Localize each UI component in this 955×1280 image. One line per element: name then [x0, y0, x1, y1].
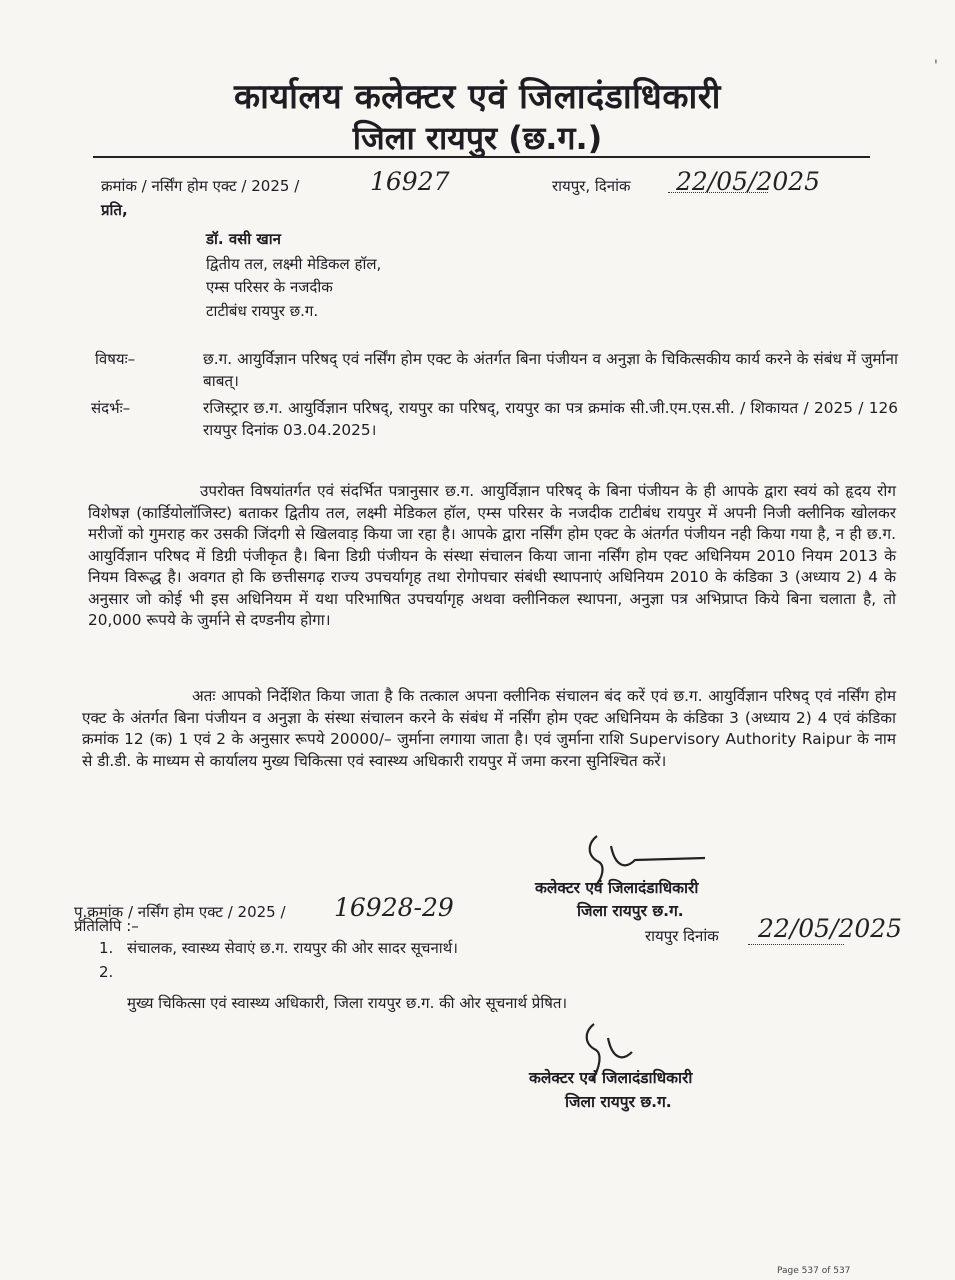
copy-date: 22/05/2025	[758, 914, 903, 943]
ref-number: 16927	[370, 167, 450, 196]
reference-text: रजिस्ट्रार छ.ग. आयुर्विज्ञान परिषद्, रायपुर का परिषद्, रायपुर का पत्र क्रमांक सी.जी.एम.एस.सी. / शिकायत / 2025 / 126 रायपुर दिनांक 03.04.2025।	[203, 399, 898, 439]
copy-label: प्रतिलिपि :–	[74, 917, 139, 935]
ref-prefix: क्रमांक / नर्सिंग होम एक्ट / 2025 /	[101, 177, 300, 195]
copy-number: 16928-29	[334, 893, 454, 922]
copy-item-2-number: 2.	[99, 963, 114, 981]
copy-date-dotted-line	[748, 944, 844, 945]
subject-label: विषयः–	[95, 350, 136, 368]
copy-place-date-label: रायपुर दिनांक	[645, 927, 719, 945]
signature-1-title: कलेक्टर एवं जिलादंडाधिकारी	[535, 879, 699, 897]
ref-place-date-label: रायपुर, दिनांक	[552, 177, 631, 195]
subject-text: छ.ग. आयुर्विज्ञान परिषद् एवं नर्सिंग होम एक्ट के अंतर्गत बिना पंजीयन व अनुज्ञा के चिकित्सकीय कार्य करने के संबंध में जुर्माना बाबत्।	[203, 350, 898, 390]
address-line-2: एम्स परिसर के नजदीक	[206, 278, 333, 296]
copy-item-1-text: संचालक, स्वास्थ्य सेवाएं छ.ग. रायपुर की ओर सादर सूचनार्थ।	[127, 939, 458, 957]
copy-item-1-number: 1.	[99, 939, 114, 957]
copy-item-2-text: मुख्य चिकित्सा एवं स्वास्थ्य अधिकारी, जिला रायपुर छ.ग. की ओर सूचनार्थ प्रेषित।	[127, 994, 568, 1012]
body-paragraph-2: अतः आपको निर्देशित किया जाता है कि तत्काल अपना क्लीनिक संचालन बंद करें एवं छ.ग. आयुर्विज्ञान परिषद् एवं नर्सिंग होम एक्ट के अंतर्गत बिना पंजीयन व अनुज्ञा के संस्था संचालन करने के संबंध में नर्सिंग होम एक्ट अधिनियम के कंडिका 3 (अध्याय 2) 4 एवं कंडिका क्रमांक 12 (क) 1 एवं 2 के अनुसार रूपये 20000/– जुर्माना लगाया जाता है। एवं जुर्माना राशि Supervisory Authority Raipur के नाम से डी.डी. के माध्यम से कार्यालय मुख्य चिकित्सा एवं स्वास्थ्य अधिकारी रायपुर में जमा करना सुनिश्चित करें।	[82, 687, 896, 770]
edge-mark: '	[934, 58, 938, 74]
page-number: Page 537 of 537	[777, 1266, 851, 1276]
address-line-3: टाटीबंध रायपुर छ.ग.	[206, 302, 319, 320]
signature-1-district: जिला रायपुर छ.ग.	[577, 902, 684, 920]
to-label: प्रति,	[101, 201, 128, 219]
office-title: कार्यालय कलेक्टर एवं जिलादंडाधिकारी	[234, 77, 721, 117]
address-line-1: द्वितीय तल, लक्ष्मी मेडिकल हॉल,	[206, 255, 382, 273]
ref-date: 22/05/2025	[676, 167, 821, 196]
copy-prefix: पृ.क्रमांक / नर्सिंग होम एक्ट / 2025 /	[74, 903, 286, 921]
body-paragraph-1: उपरोक्त विषयांतर्गत एवं संदर्भित पत्रानुसार छ.ग. आयुर्विज्ञान परिषद् के बिना पंजीयन के ही आपके द्वारा स्वयं को हृदय रोग विशेषज्ञ (कार्डियोलॉजिस्ट) बताकर द्वितीय तल, लक्ष्मी मेडिकल हॉल, एम्स परिसर के नजदीक टाटीबंध रायपुर में अपनी निजी क्लीनिक खोलकर मरीजों को गुमराह कर उसकी जिंदगी से खिलवाड़ किया जा रहा है। आपके द्वारा नर्सिंग होम एक्ट के अंतर्गत पंजीयन नही किया गया है, न ही छ.ग. आयुर्विज्ञान परिषद में डिग्री पंजीकृत है। बिना डिग्री पंजीयन के संस्था संचालन किया जाना नर्सिंग होम एक्ट अधिनियम 2010 नियम 2013 के नियम विरूद्ध है। अवगत हो कि छत्तीसगढ़ राज्य उपचर्यागृह तथा रोगोपचार संबंधी स्थापनाएं अधिनियम 2010 के कंडिका 3 (अध्याय 2) 4 के अनुसार जो कोई भी इस अधिनियम में यथा परिभाषित उपचर्यागृह अथवा क्लीनिकल स्थापना, अनुज्ञा पत्र अभिप्राप्त किये बिना चलाता है, तो 20,000 रूपये के जुर्माने से दण्डनीय होगा।	[88, 482, 896, 629]
signature-2-district: जिला रायपुर छ.ग.	[565, 1093, 672, 1111]
district-title: जिला रायपुर (छ.ग.)	[352, 119, 603, 157]
header-divider	[93, 156, 870, 158]
addressee-name: डॉ. वसी खान	[206, 230, 281, 248]
signature-2-title: कलेक्टर एवं जिलादंडाधिकारी	[529, 1069, 693, 1087]
reference-label: संदर्भः–	[91, 399, 131, 417]
date-dotted-line	[668, 192, 768, 193]
